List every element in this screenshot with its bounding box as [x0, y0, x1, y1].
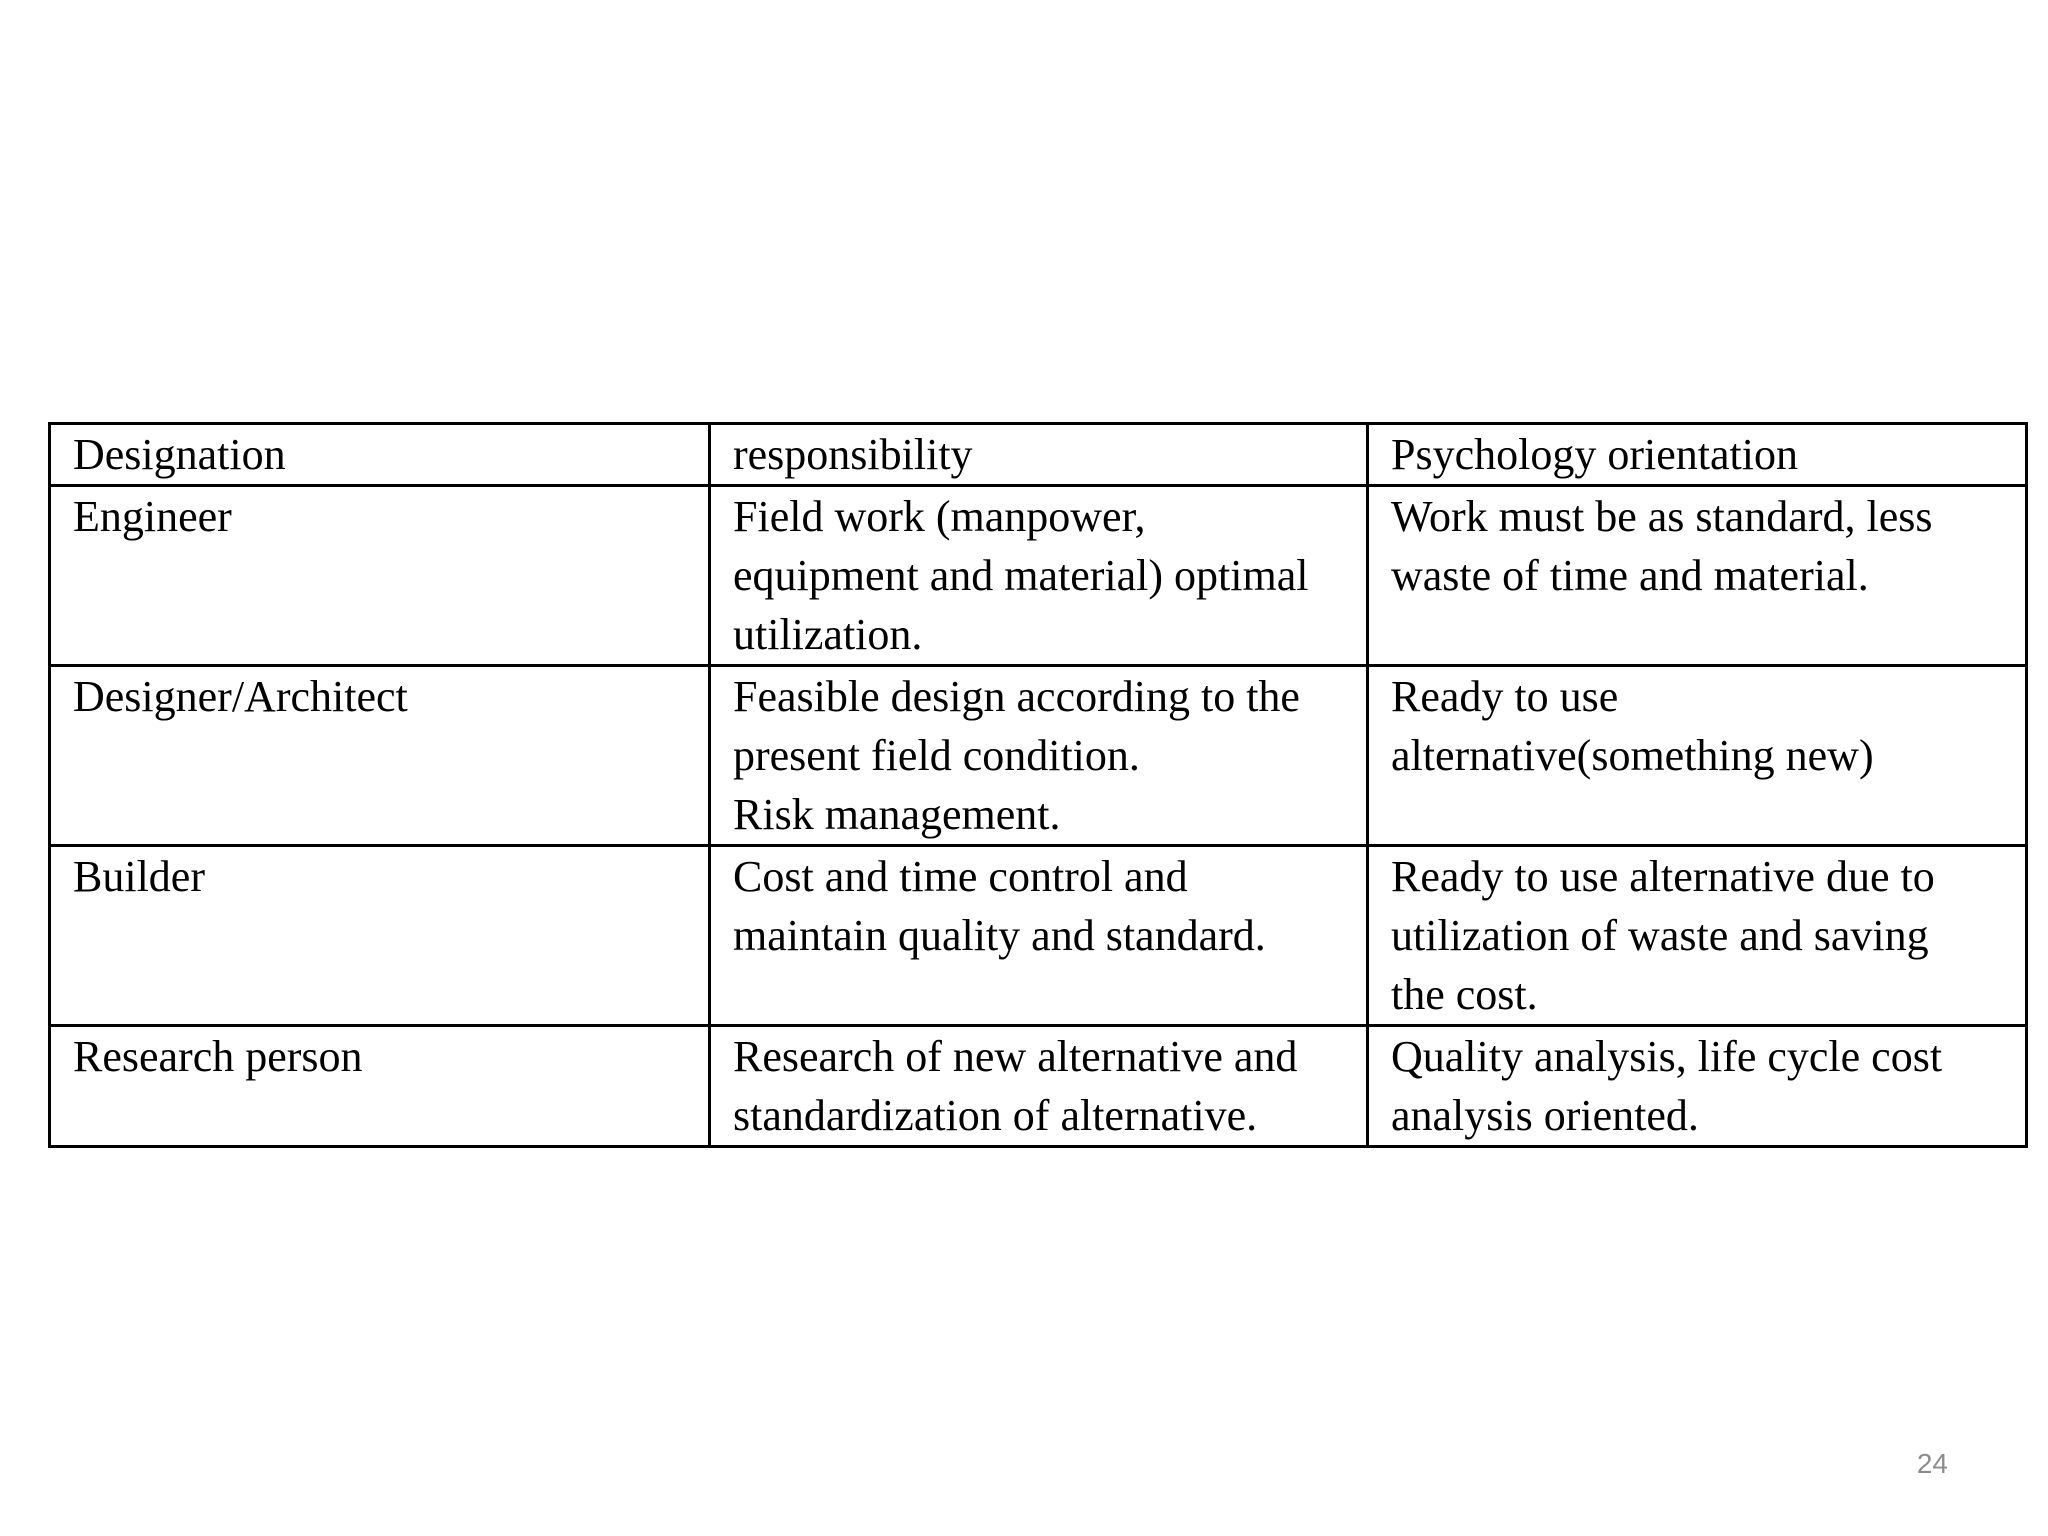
cell-text: Engineer: [73, 492, 232, 541]
cell-psychology: [1368, 1026, 2027, 1147]
cell-text-line: Quality analysis, life cycle cost: [1391, 1032, 1943, 1081]
header-designation: Designation: [50, 424, 710, 486]
table-row: [50, 1026, 2027, 1147]
cell-text-line: alternative(something new): [1391, 731, 1874, 780]
table-container: [48, 422, 2025, 1148]
page-number: 24: [1916, 1448, 1948, 1479]
header-responsibility: responsibility: [710, 424, 1368, 486]
cell-responsibility: [710, 666, 1368, 846]
cell-responsibility: [710, 846, 1368, 1026]
cell-text-line: Cost and time control and: [733, 852, 1188, 901]
cell-psychology: [1368, 486, 2027, 666]
cell-text: Research person: [73, 1032, 363, 1081]
cell-psychology: [1368, 846, 2027, 1026]
roles-table: [48, 422, 2028, 1148]
cell-text-line: present field condition.: [733, 731, 1140, 780]
cell-text-line: maintain quality and standard.: [733, 911, 1266, 960]
table-row: [50, 666, 2027, 846]
cell-designation: [50, 486, 710, 666]
cell-text-line: analysis oriented.: [1391, 1091, 1699, 1140]
cell-designation: [50, 1026, 710, 1147]
cell-text-line: waste of time and material.: [1391, 551, 1869, 600]
table-row: [50, 486, 2027, 666]
cell-text: Builder: [73, 852, 205, 901]
cell-text-line: equipment and material) optimal: [733, 551, 1309, 600]
cell-psychology: [1368, 666, 2027, 846]
cell-text-line: the cost.: [1391, 970, 1538, 1019]
cell-text-line: utilization.: [733, 610, 923, 659]
cell-text-line: Risk management.: [733, 790, 1061, 839]
cell-designation: [50, 666, 710, 846]
table-header-row: [50, 424, 2027, 486]
cell-text-line: Feasible design according to the: [733, 672, 1300, 721]
cell-responsibility: [710, 486, 1368, 666]
cell-text: Designer/Architect: [73, 672, 408, 721]
table-row: [50, 846, 2027, 1026]
cell-text-line: utilization of waste and saving: [1391, 911, 1929, 960]
cell-text-line: Work must be as standard, less: [1391, 492, 1933, 541]
header-psychology-orientation: Psychology orientation: [1368, 424, 2027, 486]
cell-text-line: standardization of alternative.: [733, 1091, 1258, 1140]
cell-text-line: Ready to use alternative due to: [1391, 852, 1935, 901]
cell-text-line: Ready to use: [1391, 672, 1619, 721]
cell-text-line: Field work (manpower,: [733, 492, 1146, 541]
cell-text-line: Research of new alternative and: [733, 1032, 1298, 1081]
cell-responsibility: [710, 1026, 1368, 1147]
cell-designation: [50, 846, 710, 1026]
